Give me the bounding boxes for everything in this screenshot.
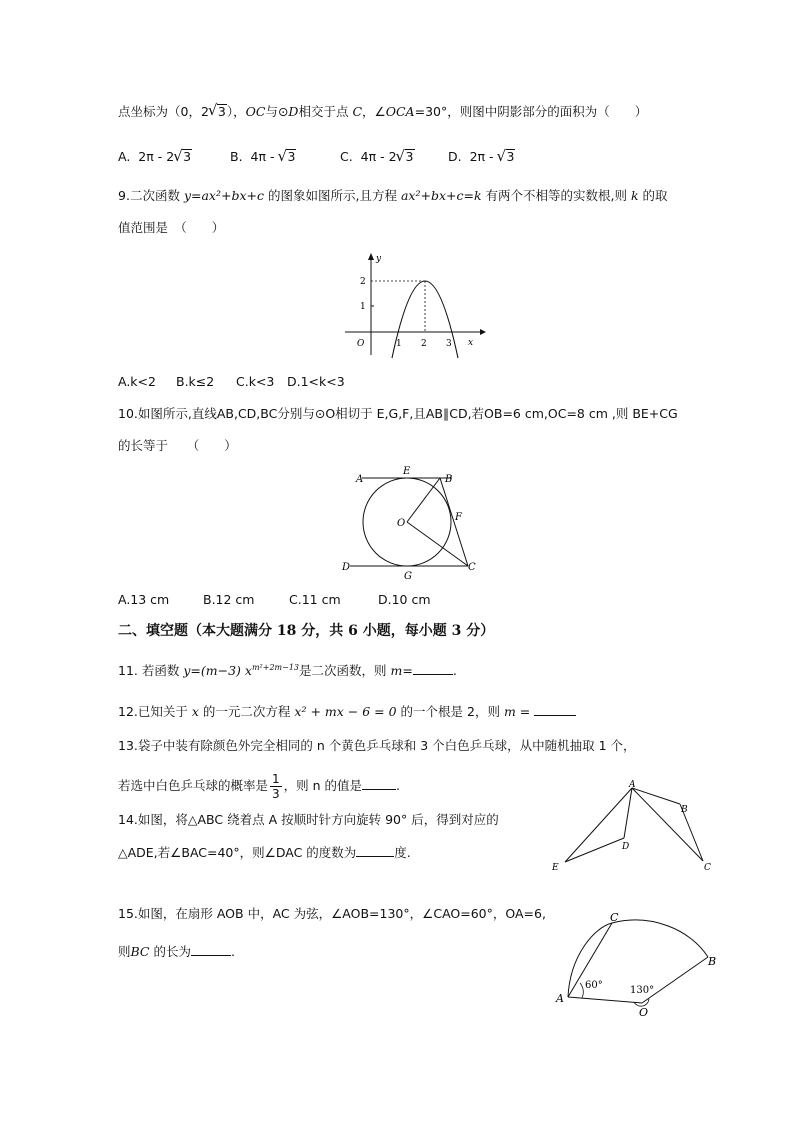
label-c: C (468, 562, 476, 573)
label-b: B (445, 474, 453, 485)
q11-answer-blank[interactable] (413, 660, 453, 675)
angle-mark-a (580, 983, 583, 998)
label-e: E (403, 466, 411, 477)
q8-option-b[interactable]: B. 4π - √ 3 (230, 149, 296, 164)
label-o: O (639, 1006, 649, 1019)
y-axis-arrow (368, 253, 374, 260)
x-axis-label: x (468, 338, 474, 348)
q14-stem-line2: △ADE,若∠BAC=40°，则∠DAC 的度数为 度. (118, 842, 411, 863)
fraction: $\frac{1}{3}$ (272, 772, 280, 801)
label-60: 60° (585, 980, 603, 991)
q13-answer-blank[interactable] (362, 775, 396, 790)
label-d: D (342, 562, 351, 573)
q10-stem: 10.如图所示,直线AB,CD,BC分别与⊙O相切于 E,G,F,且AB∥CD,若OB=6 cm,OC=8 cm ,则 BE+CG (118, 406, 678, 421)
q13-stem: 13.袋子中装有除颜色外完全相同的 n 个黄色乒乓球和 3 个白色乒乓球，从中随机抽取 1 个， (118, 738, 636, 753)
q8-option-a[interactable]: A. 2π - 2√ 3 (118, 149, 192, 164)
x-axis-arrow (480, 329, 486, 335)
y-tick-1: 1 (360, 302, 366, 312)
x-tick-1: 1 (396, 339, 402, 349)
radius-ob (642, 957, 708, 1003)
y-tick-2: 2 (360, 277, 366, 287)
q14-answer-blank[interactable] (356, 842, 394, 857)
q11-stem: 11. 若函数 y=(m−3) $x^{m^2+2m-13}$是二次函数，则 m= . (118, 658, 457, 681)
radius-oa (568, 997, 642, 1003)
q8-stem: 点坐标为（0，2√ 3），OC与⊙D相交于点 C，∠OCA=30°，则图中阴影部分的面积为（ ） (118, 102, 647, 122)
origin-label: O (357, 339, 365, 349)
q15-stem-line2: 则BC 的长为 . (118, 941, 235, 962)
label-130: 130° (630, 985, 655, 996)
label-a: A (629, 780, 636, 790)
y-axis-label: y (376, 254, 382, 264)
q8-option-c[interactable]: C. 4π - 2√ 3 (340, 149, 415, 164)
sqrt-symbol: √ 3 (209, 102, 227, 122)
arc-bc: BC (130, 944, 150, 959)
x-tick-2: 2 (421, 339, 427, 349)
section-heading: 二、填空题（本大题满分 18 分，共 6 小题，每小题 3 分） (118, 623, 495, 639)
q9-parabola-graph (340, 250, 490, 360)
q10-option-b[interactable]: B.12 cm (203, 592, 255, 607)
q10-stem-line2: 的长等于 （ ） (118, 438, 237, 453)
segment-oc (407, 522, 468, 566)
q12-stem: 12.已知关于 x 的一元二次方程 x² + mx − 6 = 0 的一个根是 2，则 m = (118, 701, 576, 722)
q9-stem: 9.二次函数 y=ax²+bx+c 的图象如图所示,且方程 ax²+bx+c=k 有两个不相等的实数根,则 k 的取 (118, 188, 668, 203)
q10-option-a[interactable]: A.13 cm (118, 592, 170, 607)
q10-option-c[interactable]: C.11 cm (289, 592, 341, 607)
label-a: A (356, 474, 364, 485)
q9-option-d[interactable]: D.1<k<3 (287, 374, 345, 389)
q14-rotation-figure (545, 778, 720, 878)
q15-stem: 15.如图，在扇形 AOB 中，AC 为弦，∠AOB=130°，∠CAO=60°，OA=6, (118, 906, 546, 921)
x-tick-3: 3 (446, 339, 452, 349)
label-e: E (552, 863, 559, 873)
q12-answer-blank[interactable] (534, 701, 576, 716)
segment-ob (407, 478, 440, 522)
label-c: C (704, 863, 711, 873)
q15-sector-figure (550, 905, 730, 1020)
q15-answer-blank[interactable] (191, 941, 231, 956)
q10-tangent-circle-figure (340, 462, 485, 582)
q14-stem: 14.如图，将△ABC 绕着点 A 按顺时针方向旋转 90° 后，得到对应的 (118, 812, 499, 827)
q9-option-c[interactable]: C.k<3 (236, 374, 275, 389)
q9-stem-line2: 值范围是 （ ） (118, 220, 225, 235)
q9-option-a[interactable]: A.k<2 (118, 374, 156, 389)
q8-option-d[interactable]: D. 2π - √ 3 (448, 149, 515, 164)
q13-stem-line2: 若选中白色乒乓球的概率是 $\frac{1}{3}$ ，则 n 的值是 . (118, 772, 401, 801)
label-d: D (622, 842, 630, 852)
label-a: A (556, 992, 564, 1005)
label-c: C (610, 911, 619, 924)
line-bc (440, 478, 468, 566)
label-o: O (397, 518, 406, 529)
label-b: B (708, 955, 717, 968)
q10-option-d[interactable]: D.10 cm (378, 592, 431, 607)
label-f: F (455, 512, 462, 523)
q9-option-b[interactable]: B.k≤2 (176, 374, 215, 389)
label-g: G (404, 571, 412, 582)
label-b: B (681, 805, 688, 815)
